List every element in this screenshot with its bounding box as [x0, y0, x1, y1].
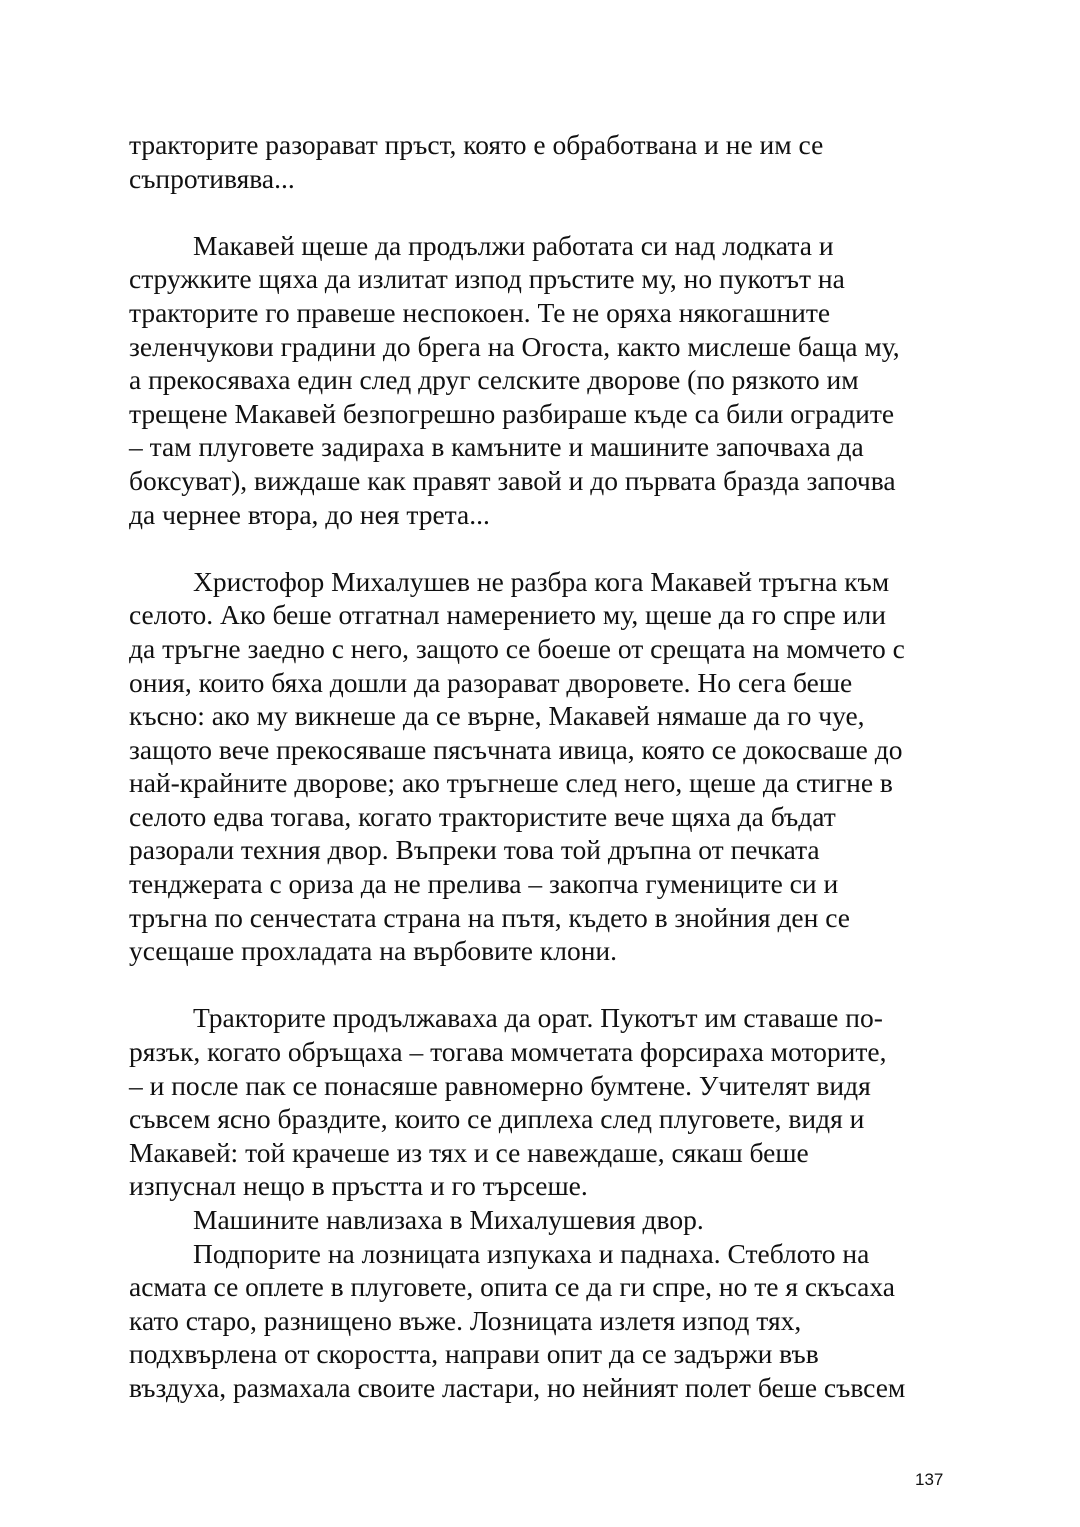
text-line: защото вече прекосяваше пясъчната ивица, която се докосваше до: [129, 733, 903, 765]
text-line: зеленчукови градини до брега на Огоста, както мислеше баща му,: [129, 330, 900, 362]
paragraph: [129, 1001, 959, 1203]
text-line: ония, които бяха дошли да разорават дворовете. Но сега беше: [129, 666, 853, 698]
text-line: селото. Ако беше отгатнал намерението му, щеше да го спре или: [129, 599, 886, 631]
text-line: – там плуговете задираха в камъните и машините започваха да: [129, 431, 864, 463]
text-line: асмата се оплете в плуговете, опита се да ги спре, но те я скъсаха: [129, 1271, 895, 1303]
text-line: въздуха, размахала своите ластари, но нейният полет беше съвсем: [129, 1371, 906, 1403]
text-line: да чернее втора, до нея трета...: [129, 498, 490, 530]
text-line: изпуснал нещо в пръстта и го търсеше.: [129, 1170, 588, 1202]
text-line: Машините навлизаха в Михалушевия двор.: [193, 1204, 704, 1235]
text-line: Макавей щеше да продължи работата си над лодката и: [193, 229, 834, 261]
page-number: 137: [915, 1470, 944, 1489]
paragraph: [129, 1237, 959, 1405]
text-line: да тръгне заедно с него, защото се боеше от срещата на момчето с: [129, 632, 905, 664]
text-line: най-крайните дворове; ако тръгнеше след него, щеше да стигне в: [129, 767, 893, 799]
text-line: късно: ако му викнеше да се върне, Макавей нямаше да го чуе,: [129, 700, 865, 732]
text-line: тръгна по сенчестата страна на пътя, където в знойния ден се: [129, 901, 850, 933]
text-line: боксуват), виждаше как правят завой и до първата бразда започва: [129, 464, 896, 496]
text-line: Подпорите на лозницата изпукаха и паднаха. Стеблото на: [193, 1237, 870, 1269]
text-line: стружките щяха да излитат изпод пръстите му, но пукотът на: [129, 263, 845, 295]
text-line: подхвърлена от скоростта, направи опит да се задържи във: [129, 1338, 819, 1370]
text-line: Христофор Михалушев не разбра кога Макавей тръгна към: [193, 565, 890, 597]
body-text: [129, 128, 959, 1405]
text-line: Макавей: той крачеше из тях и се навеждаше, сякаш беше: [129, 1136, 809, 1168]
text-line: а прекосяваха един след друг селските дворове (по рязкото им: [129, 364, 859, 396]
text-line: тракторите разорават пръст, която е обработвана и не им се: [129, 129, 824, 160]
paragraph: [129, 1203, 959, 1237]
text-line: като старо, разнищено въже. Лозницата излетя изпод тях,: [129, 1304, 802, 1336]
paragraph-gap: [129, 531, 959, 565]
paragraph: [129, 229, 959, 531]
text-line: Тракторите продължаваха да орат. Пукотът им ставаше по-: [193, 1002, 883, 1034]
text-line: разорали техния двор. Въпреки това той дръпна от печката: [129, 834, 820, 866]
text-line: усещаше прохладата на върбовите клони.: [129, 935, 618, 967]
text-line: съвсем ясно браздите, които се диплеха след плуговете, видя и: [129, 1103, 865, 1135]
paragraph-gap: [129, 968, 959, 1002]
text-line: тракторите го правеше неспокоен. Те не оряха някогашните: [129, 296, 831, 328]
text-line: селото едва тогава, когато трактористите вече щяха да бъдат: [129, 800, 836, 832]
text-line: тенджерата с ориза да не прелива – закопча гумениците си и: [129, 868, 839, 900]
paragraph: [129, 128, 959, 195]
text-line: рязък, когато обръщаха – тогава момчетата форсираха моторите,: [129, 1036, 887, 1068]
paragraph: [129, 565, 959, 968]
text-line: трещене Макавей безпогрешно разбираше къде са били оградите: [129, 397, 895, 429]
text-line: – и после пак се понасяше равномерно бумтене. Учителят видя: [129, 1069, 871, 1101]
text-line: съпротивява...: [129, 162, 295, 194]
paragraph-gap: [129, 195, 959, 229]
